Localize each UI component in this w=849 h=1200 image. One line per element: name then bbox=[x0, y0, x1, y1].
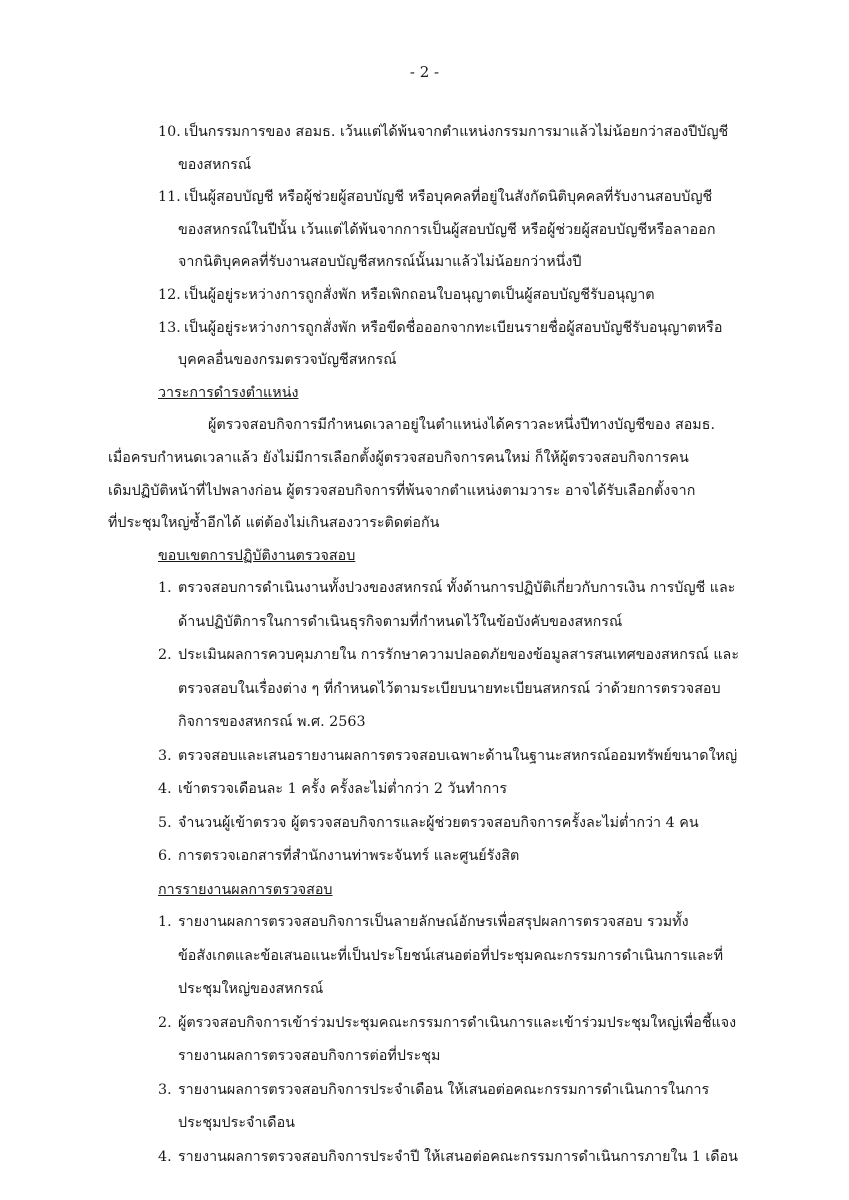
item-text: ของสหกรณ์ bbox=[178, 156, 252, 173]
item-number: 11. bbox=[158, 189, 181, 206]
item-number: 2. bbox=[158, 647, 172, 664]
item-text: การตรวจเอกสารที่สำนักงานท่าพระจันทร์ และศูนย์รังสิต bbox=[178, 848, 520, 865]
list-item bbox=[158, 572, 766, 639]
item-text: รายงานผลการตรวจสอบกิจการประจำเดือน ให้เสนอต่อคณะกรรมการดำเนินการในการ bbox=[178, 1081, 710, 1098]
item-text: เป็นผู้อยู่ระหว่างการถูกสั่งพัก หรือขีดชื่อออกจากทะเบียนรายชื่อผู้สอบบัญชีรับอนุญาตหรือ bbox=[184, 319, 723, 336]
item-text: ประเมินผลการควบคุมภายใน การรักษาความปลอดภัยของข้อมูลสารสนเทศของสหกรณ์ และ bbox=[178, 647, 739, 664]
list-item bbox=[158, 181, 766, 279]
item-text: ข้อสังเกตและข้อเสนอแนะที่เป็นประโยชน์เสนอต่อที่ประชุมคณะกรรมการดำเนินการและที่ bbox=[178, 947, 723, 964]
item-number: 3. bbox=[158, 747, 172, 764]
qualifications-list bbox=[158, 116, 766, 377]
document-body bbox=[108, 116, 766, 1174]
item-text: ตรวจสอบและเสนอรายงานผลการตรวจสอบเฉพาะด้านในฐานะสหกรณ์ออมทรัพย์ขนาดใหญ่ bbox=[178, 747, 738, 764]
item-text: กิจการของสหกรณ์ พ.ศ. 2563 bbox=[178, 714, 366, 731]
item-text: ตรวจสอบการดำเนินงานทั้งปวงของสหกรณ์ ทั้งด้านการปฏิบัติเกี่ยวกับการเงิน การบัญชี และ bbox=[178, 580, 736, 597]
page-number: - 2 - bbox=[409, 63, 440, 81]
item-number: 1. bbox=[158, 914, 172, 931]
list-item bbox=[158, 906, 766, 1007]
list-item bbox=[158, 279, 766, 312]
section-heading-term: วาระการดำรงตำแหน่ง bbox=[158, 384, 299, 401]
item-number: 4. bbox=[158, 781, 172, 798]
list-item bbox=[158, 840, 766, 874]
list-item bbox=[158, 312, 766, 377]
item-number: 6. bbox=[158, 848, 172, 865]
term-paragraph bbox=[108, 409, 766, 539]
list-item bbox=[158, 773, 766, 807]
section-heading-reporting: การรายงานผลการตรวจสอบ bbox=[158, 881, 333, 898]
paragraph-line: เดิมปฏิบัติหน้าที่ไปพลางก่อน ผู้ตรวจสอบกิจการที่พ้นจากตำแหน่งตามวาระ อาจได้รับเลือกตั้งจาก bbox=[108, 482, 696, 499]
item-number: 13. bbox=[158, 319, 181, 336]
item-number: 1. bbox=[158, 580, 172, 597]
item-number: 12. bbox=[158, 286, 181, 303]
reporting-list bbox=[158, 906, 766, 1174]
list-item bbox=[158, 639, 766, 740]
list-item bbox=[158, 116, 766, 181]
list-item bbox=[158, 1074, 766, 1141]
item-text: รายงานผลการตรวจสอบกิจการประจำปี ให้เสนอต่อคณะกรรมการดำเนินการภายใน 1 เดือน bbox=[178, 1148, 738, 1165]
item-text: ประชุมใหญ่ของสหกรณ์ bbox=[178, 981, 324, 998]
item-text: รายงานผลการตรวจสอบกิจการเป็นลายลักษณ์อักษรเพื่อสรุปผลการตรวจสอบ รวมทั้ง bbox=[178, 914, 689, 931]
item-number: 5. bbox=[158, 814, 172, 831]
list-item bbox=[158, 807, 766, 841]
item-number: 10. bbox=[158, 124, 181, 140]
list-item bbox=[158, 1141, 766, 1175]
item-text: จำนวนผู้เข้าตรวจ ผู้ตรวจสอบกิจการและผู้ช่วยตรวจสอบกิจการครั้งละไม่ต่ำกว่า 4 คน bbox=[178, 814, 699, 831]
item-text: รายงานผลการตรวจสอบกิจการต่อที่ประชุม bbox=[178, 1048, 441, 1065]
item-text: ของสหกรณ์ในปีนั้น เว้นแต่ได้พ้นจากการเป็นผู้สอบบัญชี หรือผู้ช่วยผู้สอบบัญชีหรือลาออก bbox=[178, 221, 716, 238]
section-heading-scope: ขอบเขตการปฏิบัติงานตรวจสอบ bbox=[158, 547, 356, 564]
item-text: ตรวจสอบในเรื่องต่าง ๆ ที่กำหนดไว้ตามระเบียบนายทะเบียนสหกรณ์ ว่าด้วยการตรวจสอบ bbox=[178, 680, 721, 697]
item-number: 4. bbox=[158, 1148, 172, 1165]
item-number: 3. bbox=[158, 1081, 172, 1098]
paragraph-line: ที่ประชุมใหญ่ซ้ำอีกได้ แต่ต้องไม่เกินสองวาระติดต่อกัน bbox=[108, 515, 440, 532]
item-text: ผู้ตรวจสอบกิจการเข้าร่วมประชุมคณะกรรมการดำเนินการและเข้าร่วมประชุมใหญ่เพื่อชี้แจง bbox=[178, 1014, 737, 1031]
list-item bbox=[158, 740, 766, 774]
item-text: ด้านปฏิบัติการในการดำเนินธุรกิจตามที่กำหนดไว้ในข้อบังคับของสหกรณ์ bbox=[178, 613, 623, 630]
item-text: จากนิติบุคคลที่รับงานสอบบัญชีสหกรณ์นั้นมาแล้วไม่น้อยกว่าหนึ่งปี bbox=[178, 254, 582, 271]
item-text: เป็นผู้อยู่ระหว่างการถูกสั่งพัก หรือเพิกถอนใบอนุญาตเป็นผู้สอบบัญชีรับอนุญาต bbox=[184, 286, 655, 303]
list-item bbox=[158, 1007, 766, 1074]
paragraph-line: เมื่อครบกำหนดเวลาแล้ว ยังไม่มีการเลือกตั้งผู้ตรวจสอบกิจการคนใหม่ ก็ให้ผู้ตรวจสอบกิจการคน bbox=[108, 449, 689, 466]
scope-list bbox=[158, 572, 766, 874]
item-text: ประชุมประจำเดือน bbox=[178, 1115, 295, 1132]
item-number: 2. bbox=[158, 1014, 172, 1031]
item-text: เป็นผู้สอบบัญชี หรือผู้ช่วยผู้สอบบัญชี หรือบุคคลที่อยู่ในสังกัดนิติบุคคลที่รับงานสอบบัญชี bbox=[184, 189, 713, 206]
item-text: เป็นกรรมการของ สอมธ. เว้นแต่ได้พ้นจากตำแหน่งกรรมการมาแล้วไม่น้อยกว่าสองปีบัญชี bbox=[184, 124, 729, 140]
paragraph-line: ผู้ตรวจสอบกิจการมีกำหนดเวลาอยู่ในตำแหน่งได้คราวละหนึ่งปีทางบัญชีของ สอมธ. bbox=[208, 417, 716, 434]
item-text: เข้าตรวจเดือนละ 1 ครั้ง ครั้งละไม่ต่ำกว่า 2 วันทำการ bbox=[178, 781, 508, 798]
item-text: บุคคลอื่นของกรมตรวจบัญชีสหกรณ์ bbox=[178, 352, 397, 369]
